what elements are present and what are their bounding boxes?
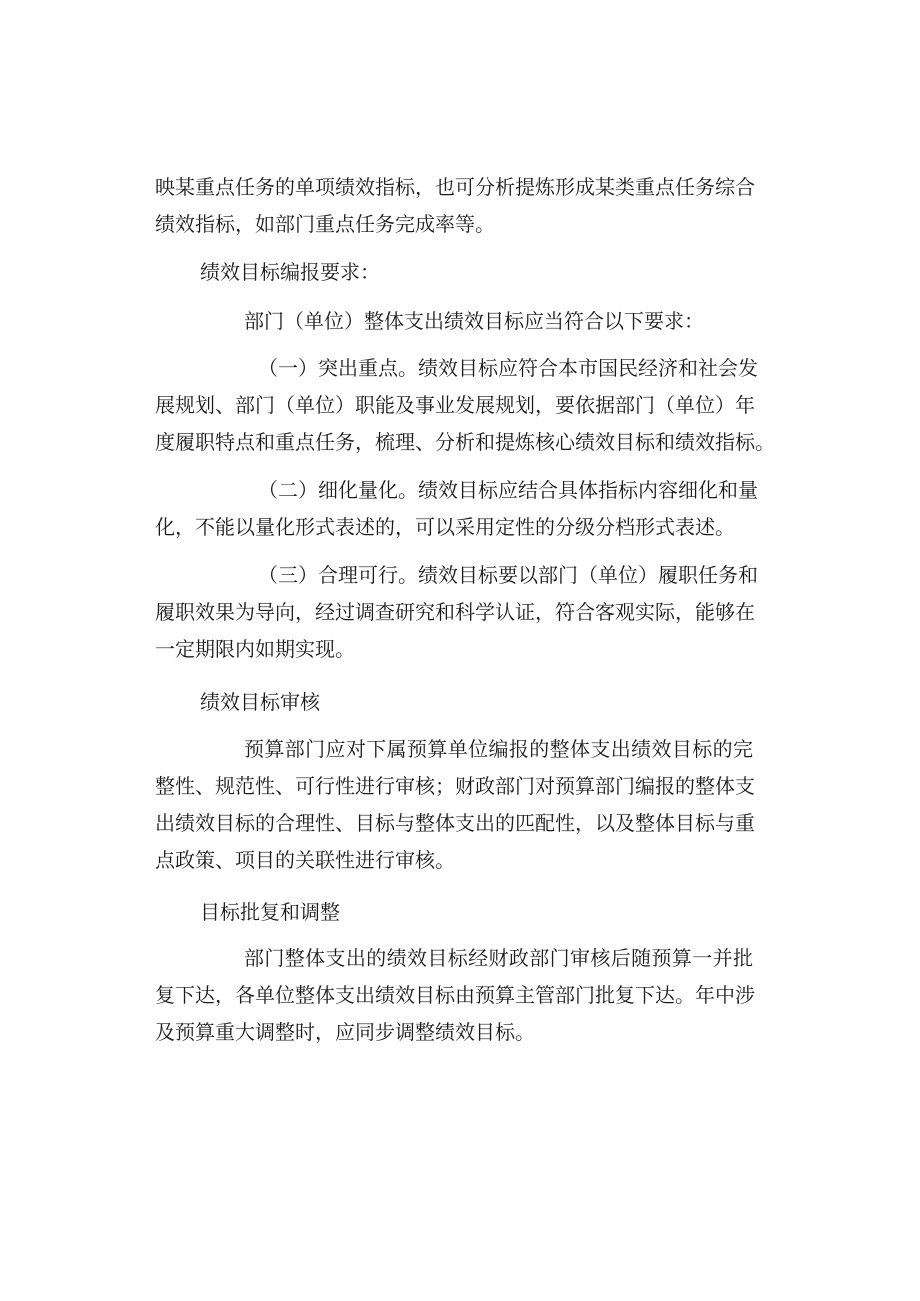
review-line-3: 出绩效目标的合理性、目标与整体支出的匹配性，以及整体目标与重: [155, 811, 755, 835]
review-line-1: 预算部门应对下属预算单位编报的整体支出绩效目标的完: [244, 737, 753, 761]
item2-line-2: 化，不能以量化形式表述的，可以采用定性的分级分档形式表述。: [155, 515, 735, 539]
approval-line-1: 部门整体支出的绩效目标经财政部门审核后随预算一并批: [244, 946, 753, 970]
section-heading-requirements: 绩效目标编报要求：: [200, 260, 380, 284]
item3-line-1: （三）合理可行。绩效目标要以部门（单位）履职任务和: [258, 563, 758, 587]
item1-line-3: 度履职特点和重点任务，梳理、分析和提炼核心绩效目标和绩效指标。: [155, 430, 775, 454]
review-line-4: 点政策、项目的关联性进行审核。: [155, 848, 455, 872]
item3-line-2: 履职效果为导向，经过调查研究和科学认证，符合客观实际，能够在: [155, 600, 755, 624]
approval-line-3: 及预算重大调整时，应同步调整绩效目标。: [155, 1020, 535, 1044]
intro-line-2: 绩效指标，如部门重点任务完成率等。: [155, 212, 495, 236]
section-heading-approval: 目标批复和调整: [200, 900, 340, 924]
item2-line-1: （二）细化量化。绩效目标应结合具体指标内容细化和量: [258, 478, 758, 502]
requirements-lead: 部门（单位）整体支出绩效目标应当符合以下要求：: [244, 309, 704, 333]
intro-line-1: 映某重点任务的单项绩效指标，也可分析提炼形成某类重点任务综合: [155, 175, 755, 199]
item1-line-2: 展规划、部门（单位）职能及事业发展规划，要依据部门（单位）年: [155, 393, 755, 417]
section-heading-review: 绩效目标审核: [200, 690, 320, 714]
item3-line-3: 一定期限内如期实现。: [155, 637, 355, 661]
item1-line-1: （一）突出重点。绩效目标应符合本市国民经济和社会发: [258, 356, 758, 380]
review-line-2: 整性、规范性、可行性进行审核；财政部门对预算部门编报的整体支: [155, 774, 755, 798]
approval-line-2: 复下达，各单位整体支出绩效目标由预算主管部门批复下达。年中涉: [155, 983, 755, 1007]
